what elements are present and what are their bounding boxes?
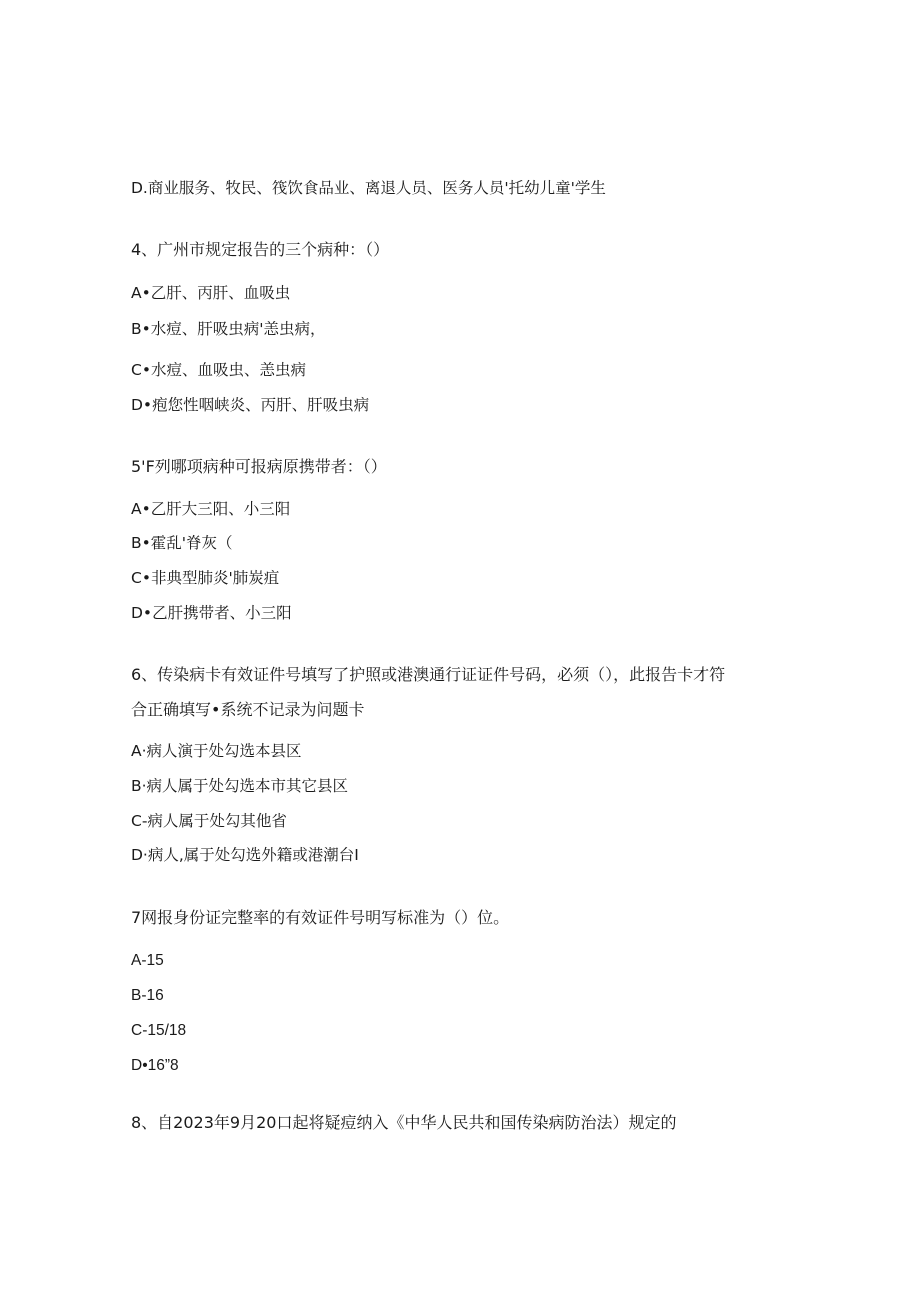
question-4-option-a: A•乙肝、丙肝、血吸虫 xyxy=(131,284,291,302)
question-4-stem: 4、广州市规定报告的三个病种：（） xyxy=(131,240,390,259)
question-7-option-c: C-15/18 xyxy=(131,1022,187,1039)
question-6-option-b: B·病人属于处勾选本市其它县区 xyxy=(131,777,349,795)
question-7-option-d: D•16”8 xyxy=(131,1057,179,1074)
question-7-option-b: B-16 xyxy=(131,987,164,1004)
question-6-option-c: C-病人属于处勾其他省 xyxy=(131,812,287,830)
question-8-stem: 8、自2023年9月20口起将疑痘纳入《中华人民共和国传染病防治法）规定的 xyxy=(131,1113,677,1132)
question-5-option-d: D•乙肝携带者、小三阳 xyxy=(131,604,292,622)
question-6-option-d: D·病人,属于处勾选外籍或港潮台I xyxy=(131,846,359,864)
question-5-option-c: C•非典型肺炎'肺炭疽 xyxy=(131,569,280,587)
question-5-option-a: A•乙肝大三阳、小三阳 xyxy=(131,500,291,518)
question-4-option-c: C•水痘、血吸虫、恙虫病 xyxy=(131,361,306,379)
question-5-option-b: B•霍乱'脊灰（ xyxy=(131,534,233,552)
question-7-option-a: A-15 xyxy=(131,952,164,969)
prev-option-d: D.商业服务、牧民、筏饮食品业、离退人员、医务人员'托幼儿童'学生 xyxy=(131,179,606,197)
question-7-stem: 7网报身份证完整率的有效证件号明写标准为（）位。 xyxy=(131,908,510,927)
question-6-stem-line-1: 6、传染病卡有效证件号填写了护照或港澳通行证证件号码，必须（），此报告卡才符 xyxy=(131,665,726,684)
question-5-stem: 5'F列哪项病种可报病原携带者：（） xyxy=(131,457,387,476)
question-6-stem-line-2: 合正确填写•系统不记录为问题卡 xyxy=(131,700,365,719)
question-4-option-b: B•水痘、肝吸虫病'恙虫病， xyxy=(131,320,326,338)
question-6-option-a: A·病人演于处勾选本县区 xyxy=(131,742,302,760)
question-4-option-d: D•疱您性咽峡炎、丙肝、肝吸虫病 xyxy=(131,396,370,414)
